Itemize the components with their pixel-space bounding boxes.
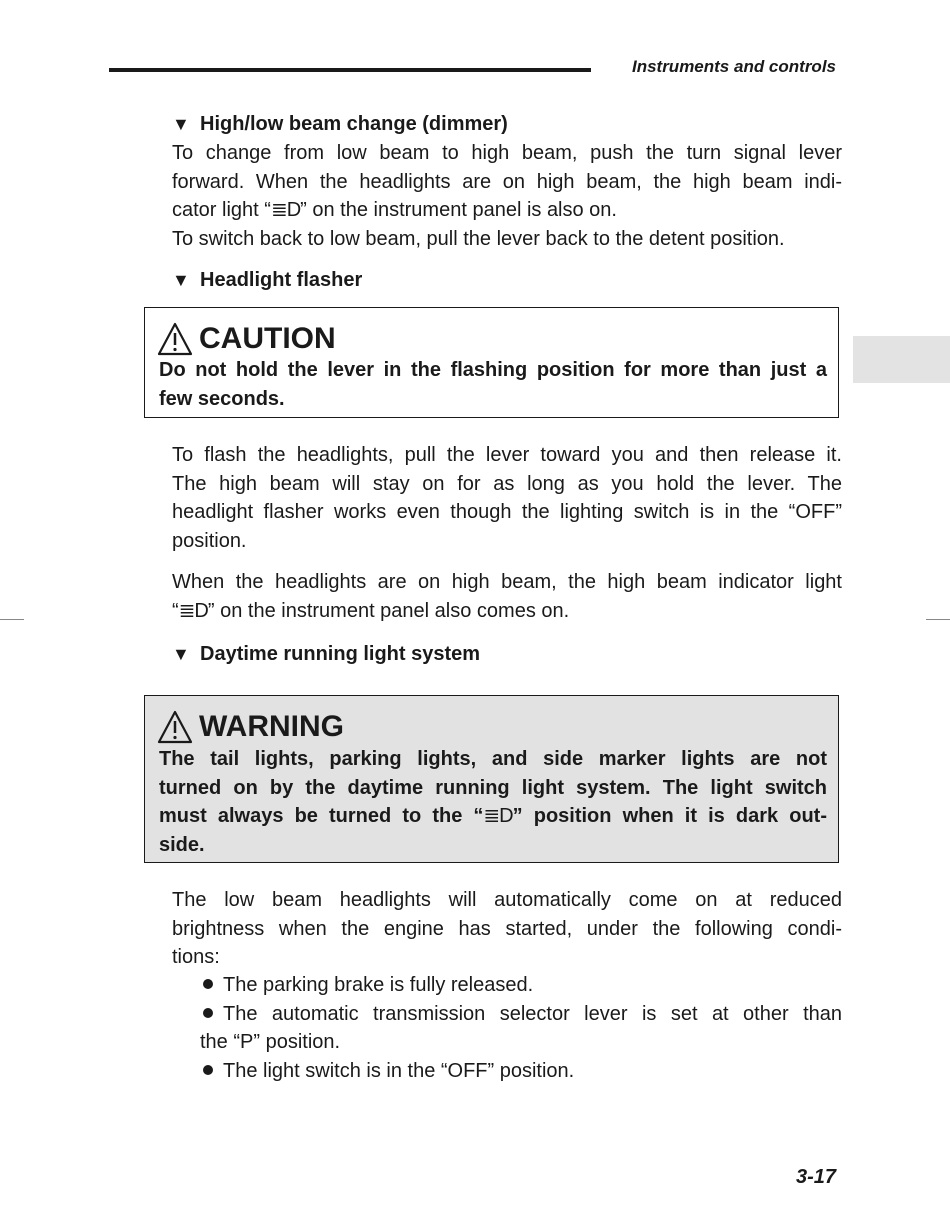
bullet-dot-icon <box>203 1065 213 1075</box>
triangle-bullet-icon: ▼ <box>172 270 190 290</box>
warning-triangle-icon <box>157 710 193 744</box>
text-fragment: ” position when it is dark out- <box>512 805 827 827</box>
crop-mark-right <box>926 619 950 620</box>
text-line <box>172 597 842 626</box>
list-item-text: The light switch is in the “OFF” position. <box>223 1059 575 1082</box>
text-fragment: must always be turned to the “ <box>159 805 484 827</box>
warning-box <box>144 695 839 863</box>
caution-box <box>144 307 839 418</box>
running-head: Instruments and controls <box>631 57 836 76</box>
page-number: 3-17 <box>795 1166 836 1188</box>
text-fragment: ” on the instrument panel also comes on. <box>207 599 570 622</box>
warning-title <box>157 710 344 744</box>
list-item <box>200 971 842 1000</box>
heading-text: Headlight flasher <box>200 269 363 291</box>
paragraph-daytime-conditions <box>172 886 842 972</box>
caution-text <box>159 356 827 413</box>
text-line <box>200 1000 842 1029</box>
text-line: When the headlights are on high beam, the high beam indicator light <box>172 571 842 593</box>
text-line: position. <box>172 529 247 552</box>
list-item <box>200 1000 842 1029</box>
heading-text: High/low beam change (dimmer) <box>200 113 508 135</box>
heading-daytime-running-light <box>172 640 480 668</box>
caution-title-text: CAUTION <box>199 322 336 355</box>
text-fragment: ” on the instrument panel is also on. <box>300 199 617 221</box>
text-line: The high beam will stay on for as long as you hold the lever. The <box>172 472 842 495</box>
text-line: To flash the headlights, pull the lever toward you and then release it. <box>172 444 842 466</box>
text-line: To switch back to low beam, pull the lever back to the detent position. <box>172 227 785 250</box>
warning-triangle-icon <box>157 322 193 356</box>
text-line: headlight flasher works even though the lighting switch is in the “OFF” <box>172 501 842 523</box>
text-line: The tail lights, parking lights, and side marker lights are not <box>159 748 827 770</box>
warning-text <box>159 745 827 859</box>
bullet-dot-icon <box>203 1008 213 1018</box>
conditions-list <box>200 971 842 1085</box>
heading-text: Daytime running light system <box>200 643 481 665</box>
text-line: turned on by the daytime running light system. The light switch <box>159 776 827 799</box>
text-line <box>172 196 842 225</box>
text-line: few seconds. <box>159 387 285 410</box>
list-item <box>200 1057 842 1086</box>
triangle-bullet-icon: ▼ <box>172 644 190 664</box>
bullet-dot-icon <box>203 979 213 989</box>
text-line: forward. When the headlights are on high beam, the high beam indi- <box>172 170 842 193</box>
section-thumb-tab <box>853 336 950 383</box>
text-fragment: “ <box>172 599 179 622</box>
text-line: brightness when the engine has started, under the following condi- <box>172 917 842 940</box>
header-rule <box>109 68 591 72</box>
heading-headlight-flasher <box>172 266 362 294</box>
text-line: To change from low beam to high beam, push the turn signal lever <box>172 142 842 164</box>
caution-title <box>157 322 336 356</box>
list-item-text: The parking brake is fully released. <box>223 974 534 996</box>
triangle-bullet-icon: ▼ <box>172 114 190 134</box>
paragraph-dimmer <box>172 139 842 253</box>
heading-high-low-beam <box>172 110 508 138</box>
paragraph-flasher <box>172 441 842 555</box>
high-beam-icon: ≣D <box>270 199 301 221</box>
high-beam-icon: ≣D <box>483 805 513 827</box>
list-item-continuation: the “P” position. <box>200 1031 341 1053</box>
text-fragment: cator light “ <box>172 199 271 221</box>
high-beam-icon: ≣D <box>178 599 208 622</box>
list-item-text: The automatic transmission selector lever is set at other than <box>223 1002 842 1025</box>
text-line: Do not hold the lever in the flashing position for more than just a <box>159 359 827 381</box>
crop-mark-left <box>0 619 24 620</box>
text-line: side. <box>159 833 205 856</box>
paragraph-high-beam-indicator <box>172 568 842 625</box>
text-line: The low beam headlights will automatically come on at reduced <box>172 889 842 911</box>
text-line: tions: <box>172 946 220 968</box>
warning-title-text: WARNING <box>199 710 344 743</box>
text-line <box>159 802 827 831</box>
